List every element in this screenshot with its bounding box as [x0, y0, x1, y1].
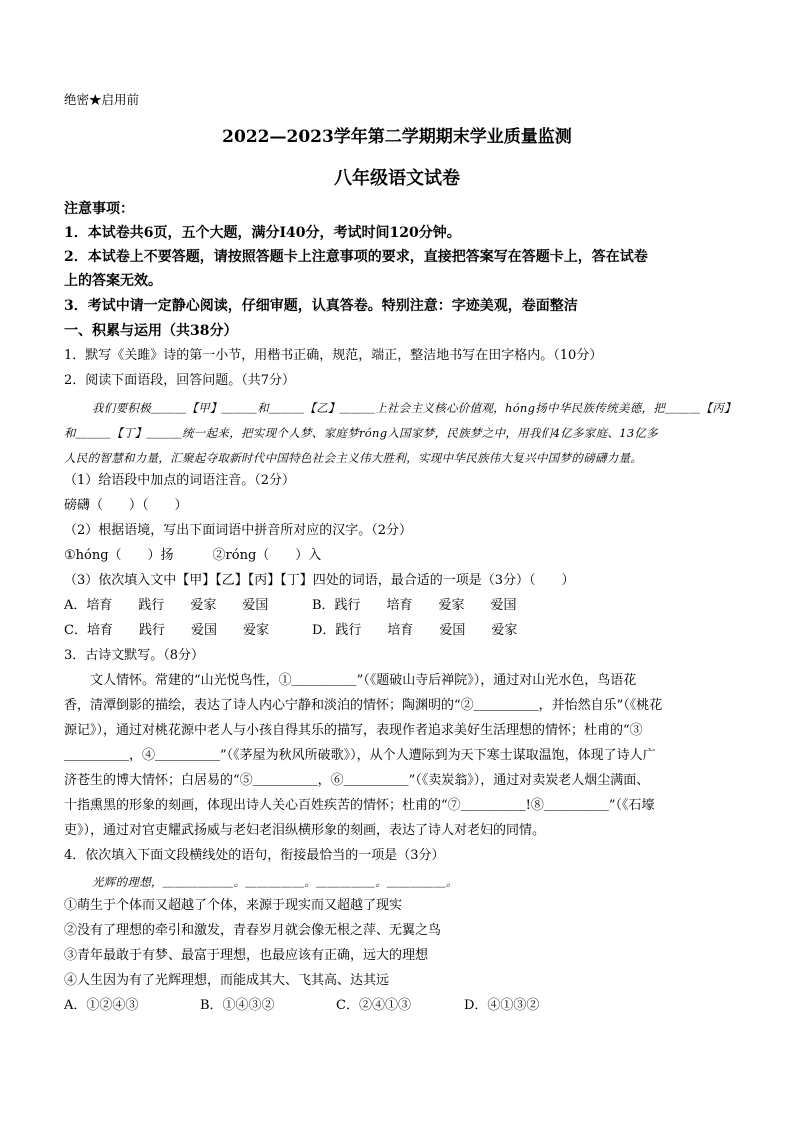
passage-line-1: 我们要积极＿＿＿【甲】＿＿＿和＿＿＿【乙】＿＿＿上社会主义核心价值观，hóng扬中华民族传统美德，把＿＿＿【丙】 [92, 401, 736, 415]
question-2-3: （3）依次填入文中【甲】【乙】【丙】【丁】四处的词语，最合适的一项是（3分）（ ） [64, 573, 575, 588]
q4-item-3: ③青年最敢于有梦、最富于理想，也最应该有正确，远大的理想 [64, 948, 429, 963]
q4-option-c: C．②④①③ [336, 998, 411, 1013]
q3-text-3: 源记》），通过对桃花源中老人与小孩自得其乐的描写，表现作者追求美好生活理想的情怀；杜甫的“③ [64, 723, 643, 738]
q4-item-4: ④人生因为有了光辉理想，而能成其大、飞其高、达其远 [64, 973, 390, 988]
question-2: 2．阅读下面语段，回答问题。（共7分） [64, 373, 296, 388]
passage-line-2: 和＿＿＿【丁】＿＿＿统一起来，把实现个人梦、家庭梦róng入国家梦，民族梦之中，用我们4亿多家庭、13亿多 [64, 426, 659, 440]
q4-option-d: D．④①③② [464, 998, 540, 1013]
question-2-2: （2）根据语境，写出下面词语中拼音所对应的汉字。（2分） [64, 523, 413, 538]
q4-line: 光辉的理想，＿＿＿＿＿＿。＿＿＿＿＿。＿＿＿＿＿。＿＿＿＿＿。 [92, 875, 458, 889]
exam-title: 2022—2023学年第二学期期末学业质量监测 [222, 127, 572, 147]
q3-text-4: ＿＿＿＿＿，④＿＿＿＿＿”（《茅屋为秋风所破歌》），从个人遭际到为天下寒士谋取温饱，体现了诗人广 [64, 748, 656, 763]
question-2-1: （1）给语段中加点的词语注音。（2分） [64, 473, 296, 488]
notice-item-2-cont: 上的答案无效。 [64, 273, 162, 289]
exam-subtitle: 八年级语文试卷 [334, 168, 460, 189]
question-1: 1．默写《关雎》诗的第一小节，用楷书正确，规范，端正，整洁地书写在田字格内。（10分） [64, 348, 603, 363]
option-b: B．践行 培育 爱家 爱国 [312, 598, 517, 613]
passage-line-3: 人民的智慧和力量，汇聚起夺取新时代中国特色社会主义伟大胜利，实现中华民族伟大复兴中国梦的磅礴力量。 [64, 451, 643, 465]
notice-item-3: 3．考试中请一定静心阅读，仔细审题，认真答卷。特别注意：字迹美观，卷面整洁 [64, 298, 578, 314]
notice-item-2: 2．本试卷上不要答题，请按照答题卡上注意事项的要求，直接把答案写在答题卡上，答在试卷 [64, 249, 648, 265]
option-a: A．培育 践行 爱家 爱国 [64, 598, 269, 613]
question-3: 3．古诗文默写。（8分） [64, 648, 205, 663]
notice-heading: 注意事项： [64, 201, 134, 217]
notice-item-1: 1．本试卷共6页，五个大题，满分I40分，考试时间120分钟。 [64, 225, 461, 241]
q3-text-6: 十指熏黑的形象的刻画，体现出诗人关心百姓疾苦的情怀；杜甫的“⑦＿＿＿＿＿!⑧＿＿＿＿＿”（《石壕 [64, 798, 655, 813]
question-4: 4．依次填入下面文段横线处的语句，衔接最恰当的一项是（3分） [64, 848, 445, 863]
option-c: C．培育 践行 爱国 爱家 [64, 623, 269, 638]
q3-text-7: 吏》），通过对官吏耀武扬威与老妇老泪纵横形象的刻画，表达了诗人对老妇的同情。 [64, 823, 546, 838]
q4-option-a: A．①②④③ [64, 998, 139, 1013]
option-d: D．践行 培育 爱国 爱家 [312, 623, 518, 638]
answer-2-1: 磅礴（ ）（ ） [64, 498, 188, 513]
secret-label: 绝密★启用前 [64, 92, 140, 107]
q3-text-5: 济苍生的博大情怀；白居易的“⑤＿＿＿＿＿，⑥＿＿＿＿＿”（《卖炭翁》），通过对卖炭老人烟尘满面、 [64, 773, 650, 788]
q4-option-b: B．①④③② [200, 998, 275, 1013]
answer-2-2: ①hóng（ ）扬 ②róng（ ）入 [64, 548, 322, 563]
section1-heading: 一、积累与运用（共38分） [64, 323, 238, 339]
q3-text-1: 文人情怀。常建的“山光悦鸟性，①＿＿＿＿＿”（《题破山寺后禅院》），通过对山光水色，鸟语花 [64, 673, 637, 688]
q4-item-1: ①萌生于个体而又超越了个体，来源于现实而又超越了现实 [64, 898, 403, 913]
q4-item-2: ②没有了理想的牵引和激发，青春岁月就会像无根之萍、无翼之鸟 [64, 923, 442, 938]
q3-text-2: 香，清潭倒影的描绘，表达了诗人内心宁静和淡泊的情怀；陶渊明的“②＿＿＿＿＿，并怡然自乐”（《桃花 [64, 698, 663, 713]
